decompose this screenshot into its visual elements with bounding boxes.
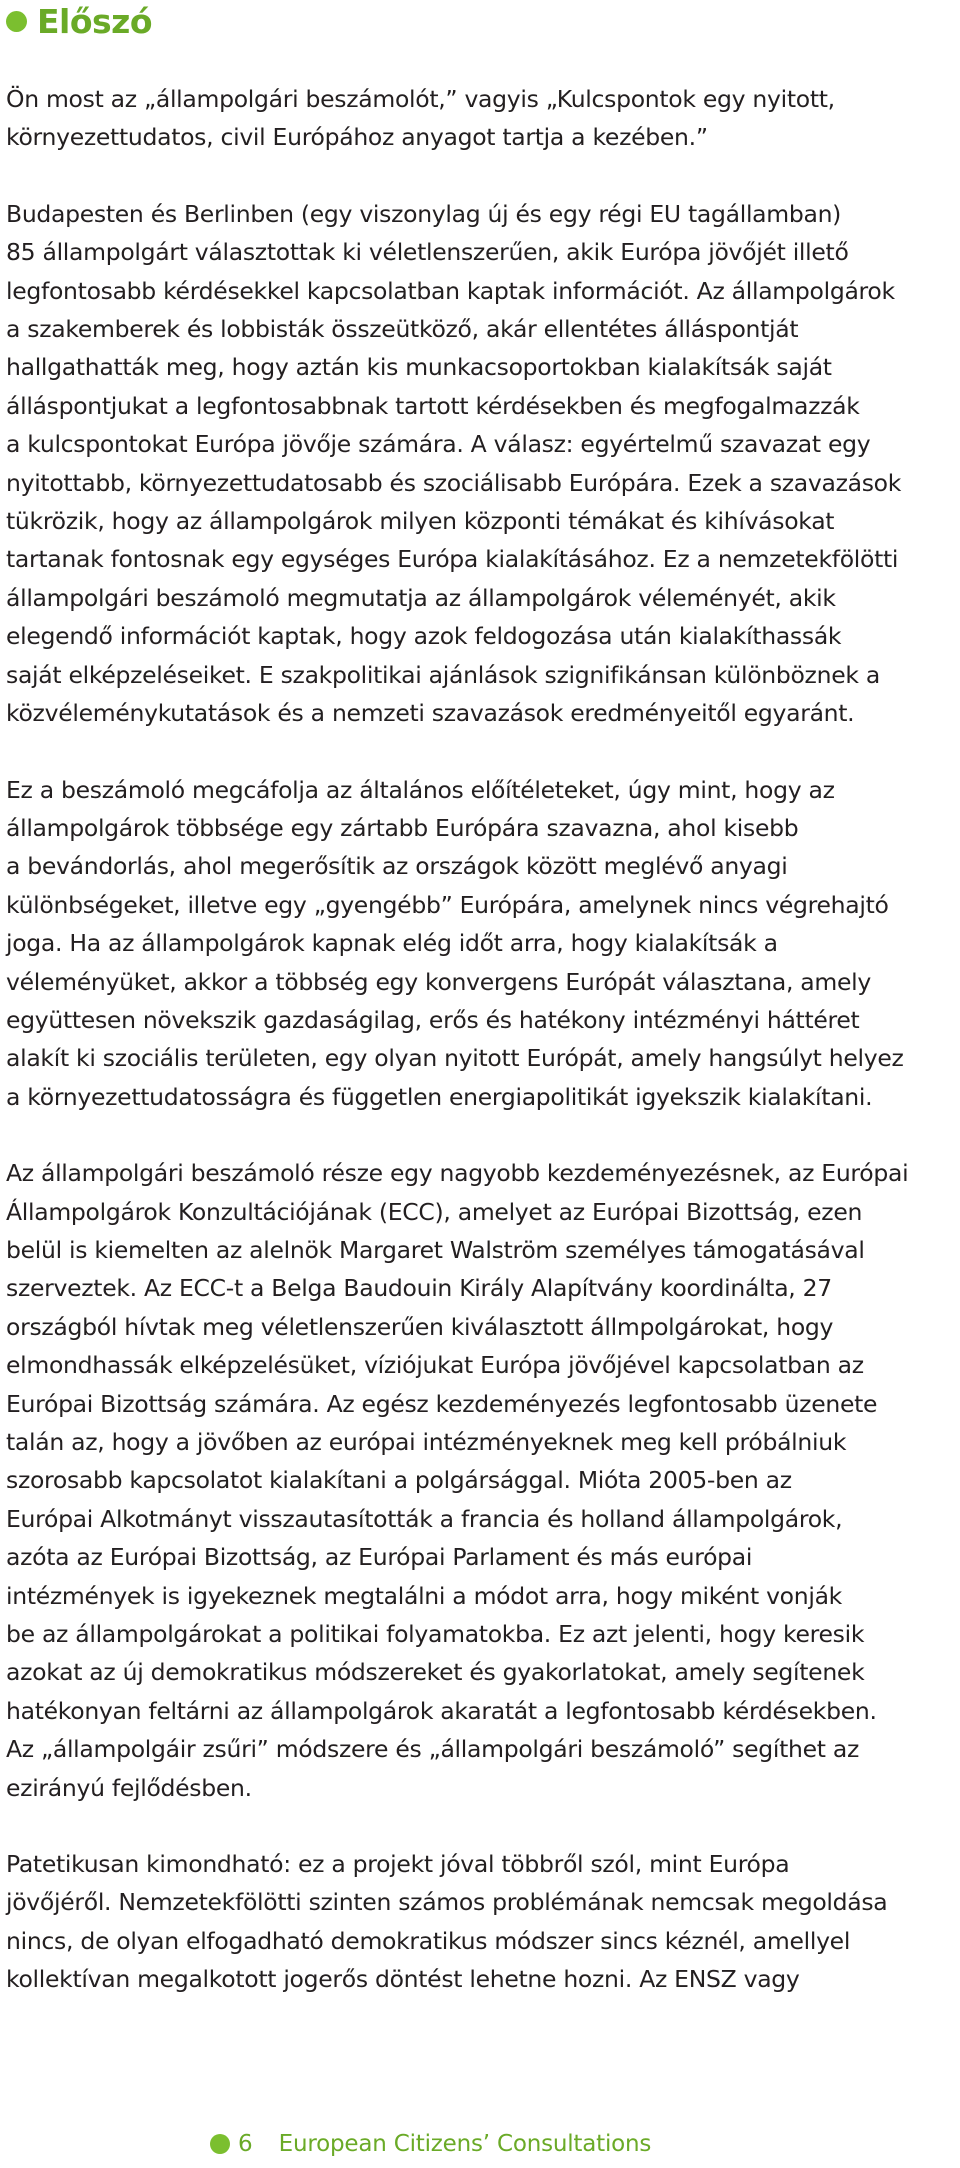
text-line: Ez a beszámoló megcáfolja az általános előítéleteket, úgy mint, hogy az xyxy=(6,775,835,804)
text-line: jövőjéről. Nemzetekfölötti szinten számos problémának nemcsak megoldása xyxy=(6,1888,888,1917)
text-line: alakít ki szociális területen, egy olyan nyitott Európát, amely hangsúlyt helyez xyxy=(6,1044,904,1073)
text-line: közvéleménykutatások és a nemzeti szavazások eredményeitől egyaránt. xyxy=(6,699,855,728)
page-number: 6 xyxy=(238,2131,253,2157)
text-line: a környezettudatosságra és független energiapolitikát igyekszik kialakítani. xyxy=(6,1082,873,1111)
text-line: Az állampolgári beszámoló része egy nagyobb kezdeményezésnek, az Európai xyxy=(6,1159,909,1188)
text-line: nyitottabb, környezettudatosabb és szociálisabb Európára. Ezek a szavazások xyxy=(6,468,902,497)
page-footer xyxy=(210,2128,651,2160)
text-line: intézmények is igyekeznek megtalálni a módot arra, hogy miként vonják xyxy=(6,1581,842,1610)
publication-title: European Citizens’ Consultations xyxy=(278,2131,652,2157)
text-line: állampolgári beszámoló megmutatja az állampolgárok véleményét, akik xyxy=(6,583,836,612)
text-line: saját elképzeléseiket. E szakpolitikai ajánlások szignifikánsan különböznek a xyxy=(6,660,880,689)
text-line: tükrözik, hogy az állampolgárok milyen központi témákat és kihívásokat xyxy=(6,507,835,536)
paragraph xyxy=(6,80,950,157)
text-line: nincs, de olyan elfogadható demokratikus módszer sincs kéznél, amellyel xyxy=(6,1926,851,1955)
green-bullet-icon xyxy=(210,2134,230,2154)
text-line: belül is kiemelten az alelnök Margaret Walström személyes támogatásával xyxy=(6,1235,865,1264)
text-line: szorosabb kapcsolatot kialakítani a polgársággal. Mióta 2005-ben az xyxy=(6,1466,792,1495)
section-heading xyxy=(6,0,950,42)
text-line: elegendő információt kaptak, hogy azok feldogozása után kialakíthassák xyxy=(6,622,842,651)
text-line: környezettudatos, civil Európához anyagot tartja a kezében.” xyxy=(6,123,708,152)
text-line: azóta az Európai Bizottság, az Európai Parlament és más európai xyxy=(6,1543,753,1572)
text-line: azokat az új demokratikus módszereket és gyakorlatokat, amely segítenek xyxy=(6,1658,865,1687)
text-line: Patetikusan kimondható: ez a projekt jóval többről szól, mint Európa xyxy=(6,1850,790,1879)
text-line: a kulcspontokat Európa jövője számára. A válasz: egyértelmű szavazat egy xyxy=(6,430,871,459)
paragraph xyxy=(6,195,950,733)
paragraph xyxy=(6,1845,950,1999)
text-line: ezirányú fejlődésben. xyxy=(6,1773,252,1802)
text-line: a bevándorlás, ahol megerősítik az országok között meglévő anyagi xyxy=(6,852,788,881)
text-line: elmondhassák elképzelésüket, víziójukat Európa jövőjével kapcsolatban az xyxy=(6,1351,864,1380)
text-line: Budapesten és Berlinben (egy viszonylag új és egy régi EU tagállamban) xyxy=(6,199,842,228)
text-line: Ön most az „állampolgári beszámolót,” vagyis „Kulcspontok egy nyitott, xyxy=(6,85,835,113)
text-line: hallgathatták meg, hogy aztán kis munkacsoportokban kialakítsák saját xyxy=(6,353,832,382)
text-line: állampolgárok többsége egy zártabb Európára szavazna, ahol kisebb xyxy=(6,813,799,842)
text-line: talán az, hogy a jövőben az európai intézményeknek meg kell próbálniuk xyxy=(6,1428,847,1456)
paragraph xyxy=(6,1154,950,1807)
text-line: Állampolgárok Konzultációjának (ECC), amelyet az Európai Bizottság, ezen xyxy=(6,1197,863,1226)
text-line: együttesen növekszik gazdaságilag, erős és hatékony intézményi háttéret xyxy=(6,1005,860,1034)
text-line: Európai Alkotmányt visszautasították a francia és holland állampolgárok, xyxy=(6,1504,843,1533)
heading-title: Előszó xyxy=(37,1,153,41)
text-line: legfontosabb kérdésekkel kapcsolatban kaptak információt. Az állampolgárok xyxy=(6,276,895,305)
text-line: 85 állampolgárt választottak ki véletlenszerűen, akik Európa jövőjét illető xyxy=(6,238,849,267)
text-line: szerveztek. Az ECC-t a Belga Baudouin Király Alapítvány koordinálta, 27 xyxy=(6,1274,832,1303)
text-line: Az „állampolgáir zsűri” módszere és „állampolgári beszámoló” segíthet az xyxy=(6,1735,859,1764)
text-line: Európai Bizottság számára. Az egész kezdeményezés legfontosabb üzenete xyxy=(6,1389,878,1418)
text-line: tartanak fontosnak egy egységes Európa kialakításához. Ez a nemzetekfölötti xyxy=(6,545,899,574)
text-line: különbségeket, illetve egy „gyengébb” Európára, amelynek nincs végrehajtó xyxy=(6,890,889,919)
text-line: véleményüket, akkor a többség egy konvergens Európát választana, amely xyxy=(6,967,871,996)
text-line: hatékonyan feltárni az állampolgárok akaratát a legfontosabb kérdésekben. xyxy=(6,1696,877,1725)
green-bullet-icon xyxy=(6,11,27,32)
text-line: joga. Ha az állampolgárok kapnak elég időt arra, hogy kialakítsák a xyxy=(6,929,778,958)
text-line: kollektívan megalkotott jogerős döntést lehetne hozni. Az ENSZ vagy xyxy=(6,1965,800,1994)
text-line: be az állampolgárokat a politikai folyamatokba. Ez azt jelenti, hogy keresik xyxy=(6,1620,865,1649)
body-text xyxy=(6,42,950,1999)
text-line: országból hívtak meg véletlenszerűen kiválasztott állmpolgárokat, hogy xyxy=(6,1312,834,1341)
text-line: a szakemberek és lobbisták összeütköző, akár ellentétes álláspontját xyxy=(6,315,799,344)
page-content xyxy=(6,0,950,1999)
paragraph xyxy=(6,771,950,1117)
text-line: álláspontjukat a legfontosabbnak tartott kérdésekben és megfogalmazzák xyxy=(6,391,860,420)
